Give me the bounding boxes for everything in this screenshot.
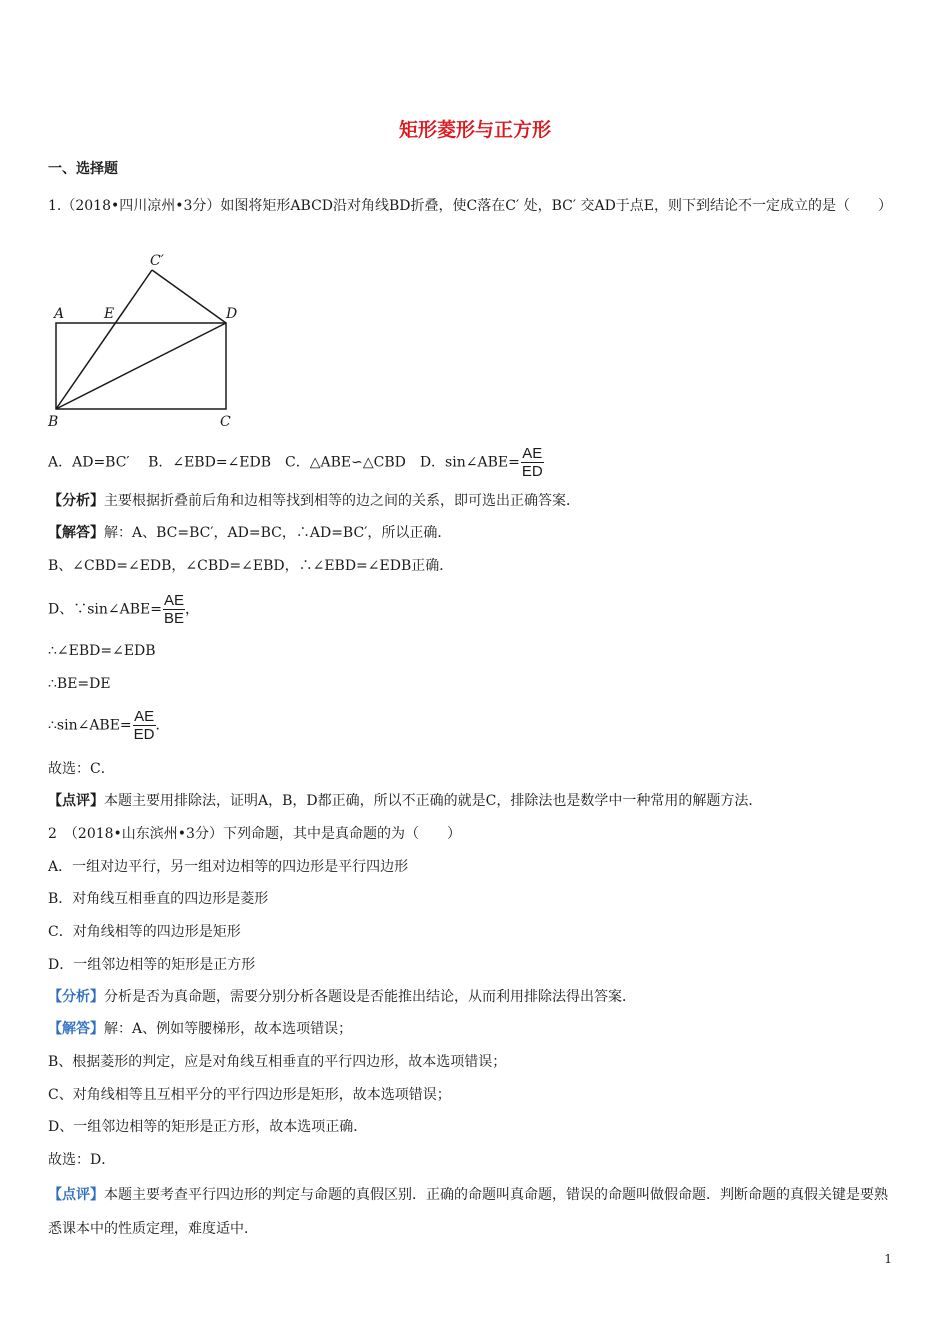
q2-solution-b: B、根据菱形的判定，应是对角线互相垂直的平行四边形，故本选项错误； [48, 1054, 507, 1070]
diagonal-bd [56, 323, 226, 409]
q2-option-c: C．对角线相等的四边形是矩形 [48, 924, 241, 940]
segment-bc-prime [56, 270, 152, 409]
segment-c-prime-d [152, 270, 226, 323]
page-number: 1 [884, 1252, 892, 1266]
q2-solution-d: D、一组邻边相等的矩形是正方形，故本选项正确． [48, 1119, 368, 1135]
label-d: D [226, 306, 238, 322]
fraction: $\frac{AE}{ED}$ [133, 708, 155, 743]
q1-choice: 故选：C． [48, 761, 115, 777]
q1-options [48, 445, 544, 480]
q2-choice: 故选：D． [48, 1152, 116, 1168]
solution-label: 【解答】 [48, 1021, 104, 1037]
q1-geometry-figure [44, 248, 254, 433]
label-a: A [54, 306, 65, 322]
comment-label: 【点评】 [48, 793, 104, 809]
q1-stem: 1.（2018•四川凉州•3分）如图将矩形ABCD沿对角线BD折叠，使C落在C′ 处，BC′ 交AD于点E，则下到结论不一定成立的是（ ） [48, 198, 893, 214]
fraction: $\frac{AE}{BE}$ [163, 592, 184, 627]
q1-comment: 【点评】本题主要用排除法，证明A，B，D都正确，所以不正确的就是C，排除法也是数学中一种常用的解题方法． [48, 793, 763, 809]
q2-option-a: A．一组对边平行，另一组对边相等的四边形是平行四边形 [48, 859, 409, 875]
q2-stem: 2 （2018•山东滨州•3分）下列命题，其中是真命题的为（ ） [48, 826, 461, 842]
q1-therefore-3: ∴sin∠ABE= $\frac{AE}{ED}$ ． [48, 708, 170, 743]
analysis-label: 【分析】 [48, 989, 104, 1005]
q1-analysis: 【分析】主要根据折叠前后角和边相等找到相等的边之间的关系，即可选出正确答案． [48, 493, 580, 509]
solution-label: 【解答】 [48, 525, 104, 541]
q1-therefore-2: ∴BE=DE [48, 676, 111, 692]
page-title: 矩形菱形与正方形 [398, 119, 551, 141]
analysis-label: 【分析】 [48, 493, 104, 509]
q2-option-d: D．一组邻边相等的矩形是正方形 [48, 957, 256, 973]
q2-solution-c: C、对角线相等且互相平分的平行四边形是矩形，故本选项错误； [48, 1087, 451, 1103]
q1-solution-d: D、∵sin∠ABE= $\frac{AE}{BE}$ ， [48, 592, 199, 627]
q1-therefore-1: ∴∠EBD=∠EDB [48, 643, 156, 659]
q1-solution-b: B、∠CBD=∠EDB，∠CBD=∠EBD，∴∠EBD=∠EDB正确． [48, 558, 454, 574]
q1-options-text: A．AD=BC′ B．∠EBD=∠EDB C．△ABE∽△CBD D．sin∠ABE= [48, 454, 520, 471]
label-c: C [220, 414, 231, 430]
section-heading: 一、选择题 [48, 161, 118, 177]
label-e: E [104, 306, 115, 322]
q2-option-b: B．对角线互相垂直的四边形是菱形 [48, 891, 269, 907]
q2-analysis: 【分析】分析是否为真命题，需要分别分析各题设是否能推出结论，从而利用排除法得出答案． [48, 989, 636, 1005]
q2-comment: 【点评】本题主要考查平行四边形的判定与命题的真假区别．正确的命题叫真命题，错误的命题叫做假命题．判断命题的真假关键是要熟悉课本中的性质定理，难度适中． [48, 1187, 888, 1237]
q2-solution: 【解答】解：A、例如等腰梯形，故本选项错误； [48, 1021, 353, 1037]
label-c-prime: C′ [150, 253, 164, 269]
label-b: B [48, 414, 59, 430]
fraction: $\frac{AE}{ED}$ [521, 445, 543, 480]
comment-label: 【点评】 [48, 1187, 104, 1203]
q1-solution: 【解答】解：A、BC=BC′，AD=BC，∴AD=BC′，所以正确． [48, 525, 452, 541]
